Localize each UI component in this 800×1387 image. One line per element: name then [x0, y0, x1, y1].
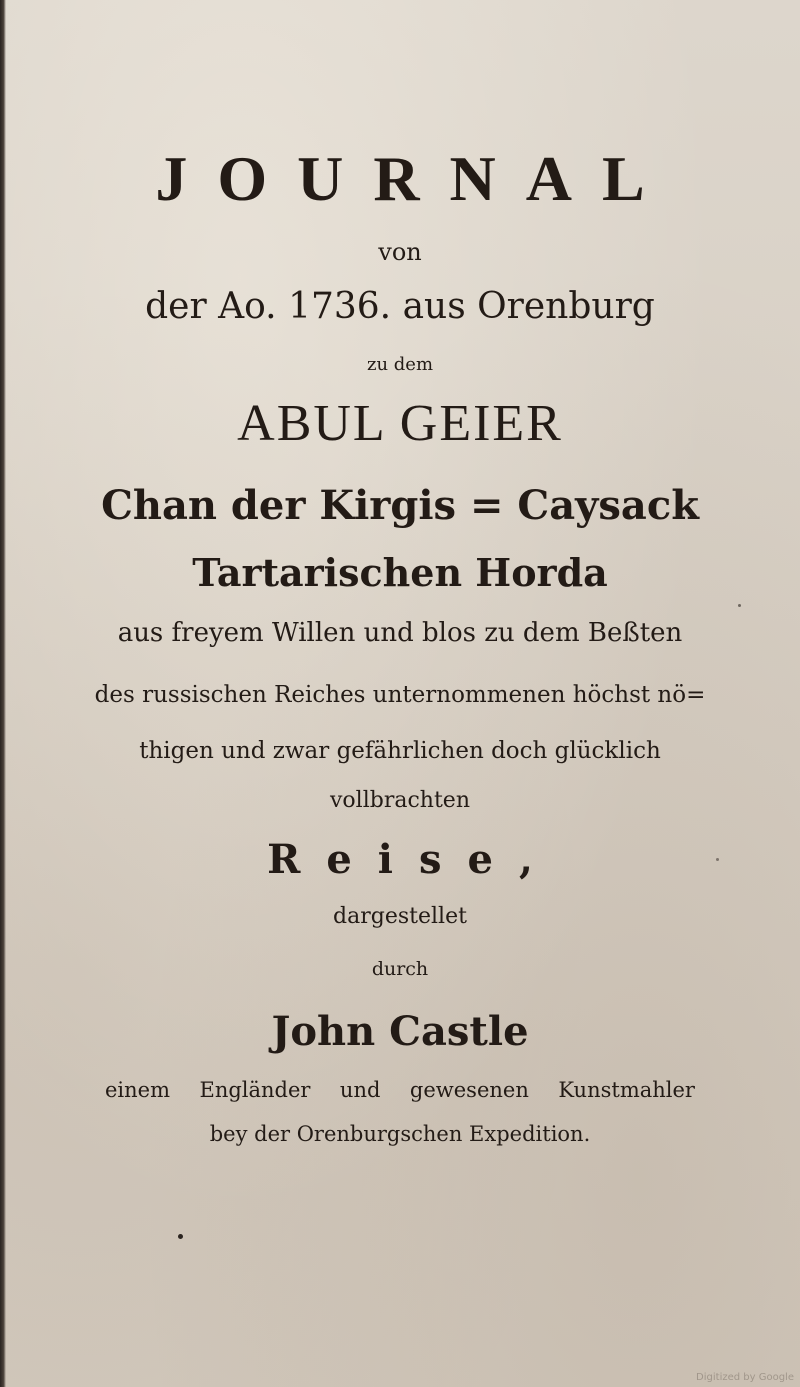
line-von: von: [378, 238, 422, 266]
watermark-text: Digitized by Google: [696, 1372, 794, 1383]
ink-speck: [738, 604, 741, 607]
line-zu-dem: zu dem: [366, 354, 434, 375]
ink-speck: [178, 1234, 183, 1239]
line-vollbrachten: vollbrachten: [330, 788, 470, 813]
line-durch: durch: [371, 958, 429, 980]
line-thigen: thigen und zwar gefährlichen doch glücklich: [139, 738, 661, 764]
line-dargestellet: dargestellet: [333, 904, 467, 929]
word-reise: Reise,: [267, 836, 559, 883]
englaender-words: [105, 1078, 695, 1102]
word-englaender: Engländer: [199, 1078, 311, 1102]
line-tartarischen: Tartarischen Horda: [192, 550, 608, 595]
word-kunstmahler: Kunstmahler: [558, 1078, 695, 1102]
line-orenburg-expedition: bey der Orenburgschen Expedition.: [209, 1122, 591, 1146]
word-gewesenen: gewesenen: [409, 1078, 529, 1102]
line-year-origin: der Ao. 1736. aus Orenburg: [145, 286, 655, 327]
author-name: John Castle: [271, 1008, 529, 1055]
ink-speck: [716, 858, 719, 861]
line-englaender: [0, 1078, 800, 1102]
line-chan: Chan der Kirgis = Caysack: [101, 482, 699, 529]
word-und: und: [339, 1078, 381, 1102]
name-abul-geier: ABUL GEIER: [237, 395, 563, 452]
line-freyem-willen: aus freyem Willen und blos zu dem Beßten: [117, 618, 683, 648]
line-russischen-reiches: des russischen Reiches unternommenen höchst nö=: [94, 682, 706, 708]
word-einem: einem: [105, 1078, 171, 1102]
main-title: JOURNAL: [155, 143, 675, 214]
